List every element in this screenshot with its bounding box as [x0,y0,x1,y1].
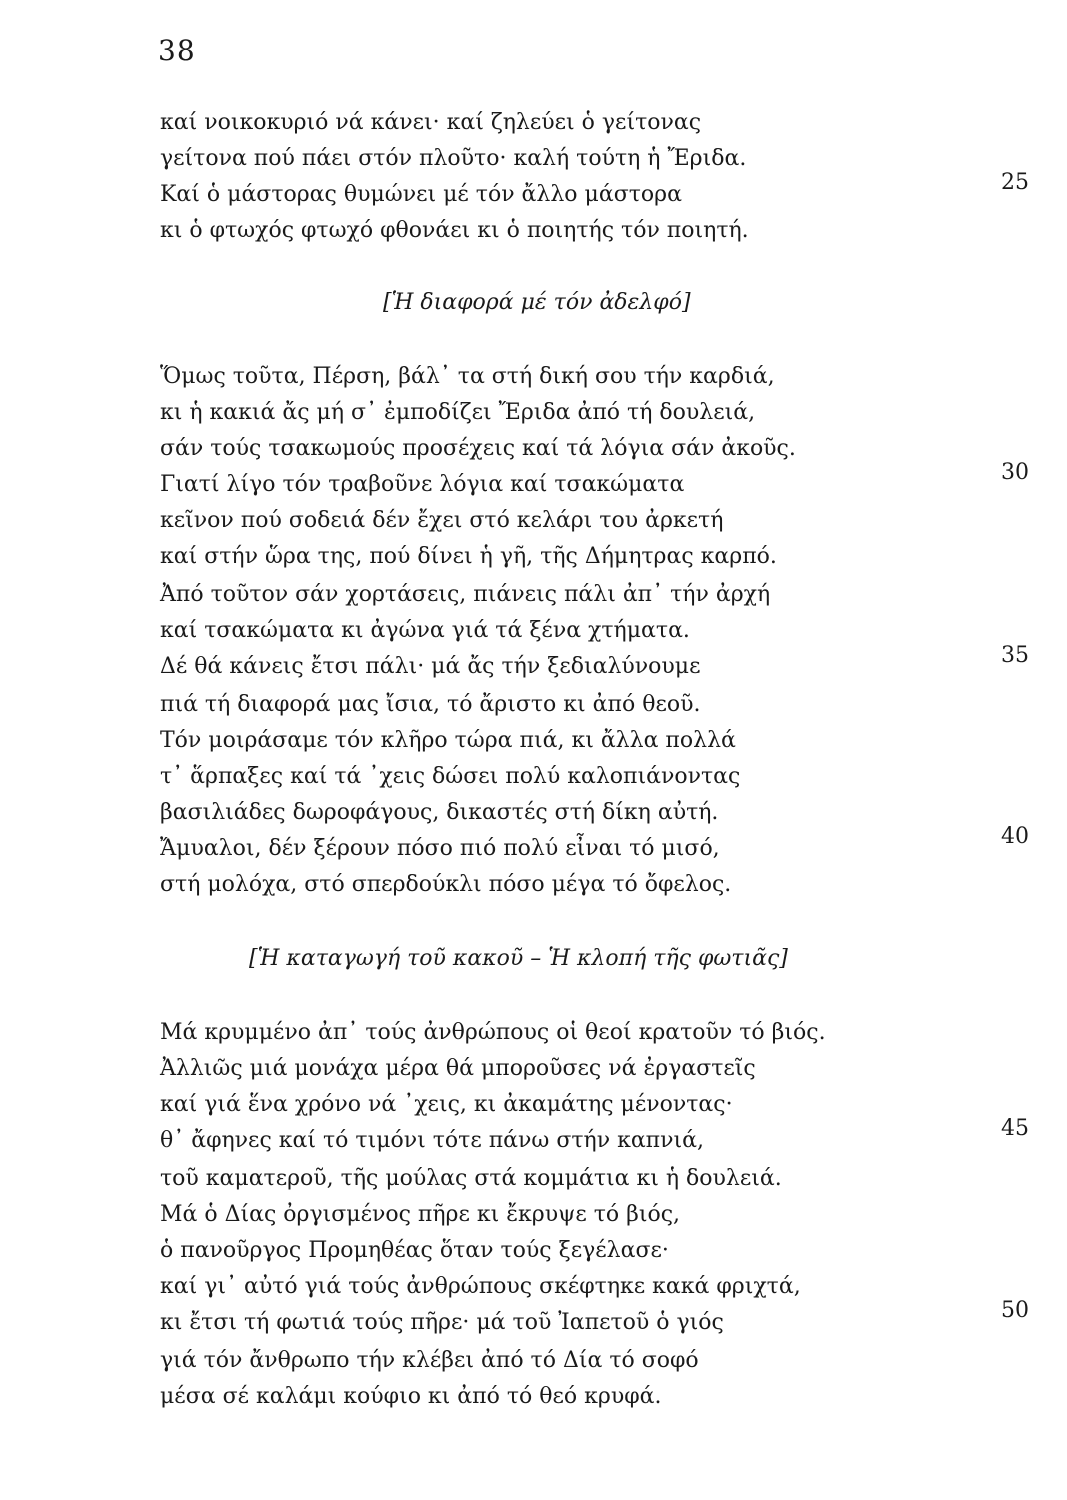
verse-line: Γιατί λίγο τόν τραβοῦνε λόγια καί τσακώματα [160,472,685,497]
verse-line: θ᾽ ἄφηνες καί τό τιμόνι τότε πάνω στήν καπνιά, [160,1128,704,1153]
verse-line: γείτονα πού πάει στόν πλοῦτο· καλή τούτη ἡ Ἔριδα. [160,146,747,171]
verse-line: Τόν μοιράσαμε τόν κλῆρο τώρα πιά, κι ἄλλα πολλά [160,728,736,753]
verse-line: καί τσακώματα κι ἀγώνα γιά τά ξένα χτήματα. [160,618,690,643]
line-number: 45 [1001,1116,1029,1141]
verse-line: Ἀπό τοῦτον σάν χορτάσεις, πιάνεις πάλι ἀπ᾽ τήν ἀρχή [160,582,771,607]
verse-line: σάν τούς τσακωμούς προσέχεις καί τά λόγια σάν ἀκοῦς. [160,436,796,461]
verse-line: κι ὁ φτωχός φτωχό φθονάει κι ὁ ποιητής τόν ποιητή. [160,218,749,243]
verse-line: Καί ὁ μάστορας θυμώνει μέ τόν ἄλλο μάστορα [160,182,682,207]
section-heading: [Ἡ καταγωγή τοῦ κακοῦ – Ἡ κλοπή τῆς φωτιᾶς] [249,946,788,971]
verse-line: μέσα σέ καλάμι κούφιο κι ἀπό τό θεό κρυφά. [160,1384,662,1409]
verse-line: βασιλιάδες δωροφάγους, δικαστές στή δίκη αὐτή. [160,800,719,825]
verse-line: Μά κρυμμένο ἀπ᾽ τούς ἀνθρώπους οἱ θεοί κρατοῦν τό βιός. [160,1020,826,1045]
verse-line: Ἀλλιῶς μιά μονάχα μέρα θά μποροῦσες νά ἐργαστεῖς [160,1056,756,1081]
section-heading: [Ἡ διαφορά μέ τόν ἀδελφό] [383,290,691,315]
line-number: 50 [1001,1298,1029,1323]
verse-line: Μά ὁ Δίας ὀργισμένος πῆρε κι ἔκρυψε τό βιός, [160,1202,681,1227]
verse-line: τοῦ καματεροῦ, τῆς μούλας στά κομμάτια κι ἡ δουλειά. [160,1166,782,1191]
line-number: 35 [1001,643,1029,668]
verse-line: καί στήν ὥρα της, πού δίνει ἡ γῆ, τῆς Δήμητρας καρπό. [160,544,777,569]
verse-line: ὁ πανοῦργος Προμηθέας ὅταν τούς ξεγέλασε· [160,1238,669,1263]
verse-line: κι ἔτσι τή φωτιά τούς πῆρε· μά τοῦ Ἰαπετοῦ ὁ γιός [160,1310,724,1335]
verse-line: Ἄμυαλοι, δέν ξέρουν πόσο πιό πολύ εἶναι τό μισό, [160,836,720,861]
line-number: 40 [1001,824,1029,849]
verse-line: κεῖνον πού σοδειά δέν ἔχει στό κελάρι του ἀρκετή [160,508,724,533]
verse-line: καί γι᾽ αὐτό γιά τούς ἀνθρώπους σκέφτηκε κακά φριχτά, [160,1274,801,1299]
verse-line: γιά τόν ἄνθρωπο τήν κλέβει ἀπό τό Δία τό σοφό [160,1348,699,1373]
verse-line: τ᾽ ἅρπαξες καί τά ᾽χεις δώσει πολύ καλοπιάνοντας [160,764,741,789]
verse-line: Ὅμως τοῦτα, Πέρση, βάλ᾽ τα στή δική σου τήν καρδιά, [160,364,775,389]
verse-line: πιά τή διαφορά μας ἴσια, τό ἄριστο κι ἀπό θεοῦ. [160,692,701,717]
verse-line: καί νοικοκυριό νά κάνει· καί ζηλεύει ὁ γείτονας [160,110,702,135]
verse-line: στή μολόχα, στό σπερδούκλι πόσο μέγα τό ὄφελος. [160,872,732,897]
page-number: 38 [158,34,196,67]
verse-line: κι ἡ κακιά ἄς μή σ᾽ ἐμποδίζει Ἔριδα ἀπό τή δουλειά, [160,400,756,425]
line-number: 25 [1001,170,1029,195]
verse-line: Δέ θά κάνεις ἔτσι πάλι· μά ἄς τήν ξεδιαλύνουμε [160,654,701,679]
verse-line: καί γιά ἕνα χρόνο νά ᾽χεις, κι ἀκαμάτης μένοντας· [160,1092,733,1117]
line-number: 30 [1001,460,1029,485]
